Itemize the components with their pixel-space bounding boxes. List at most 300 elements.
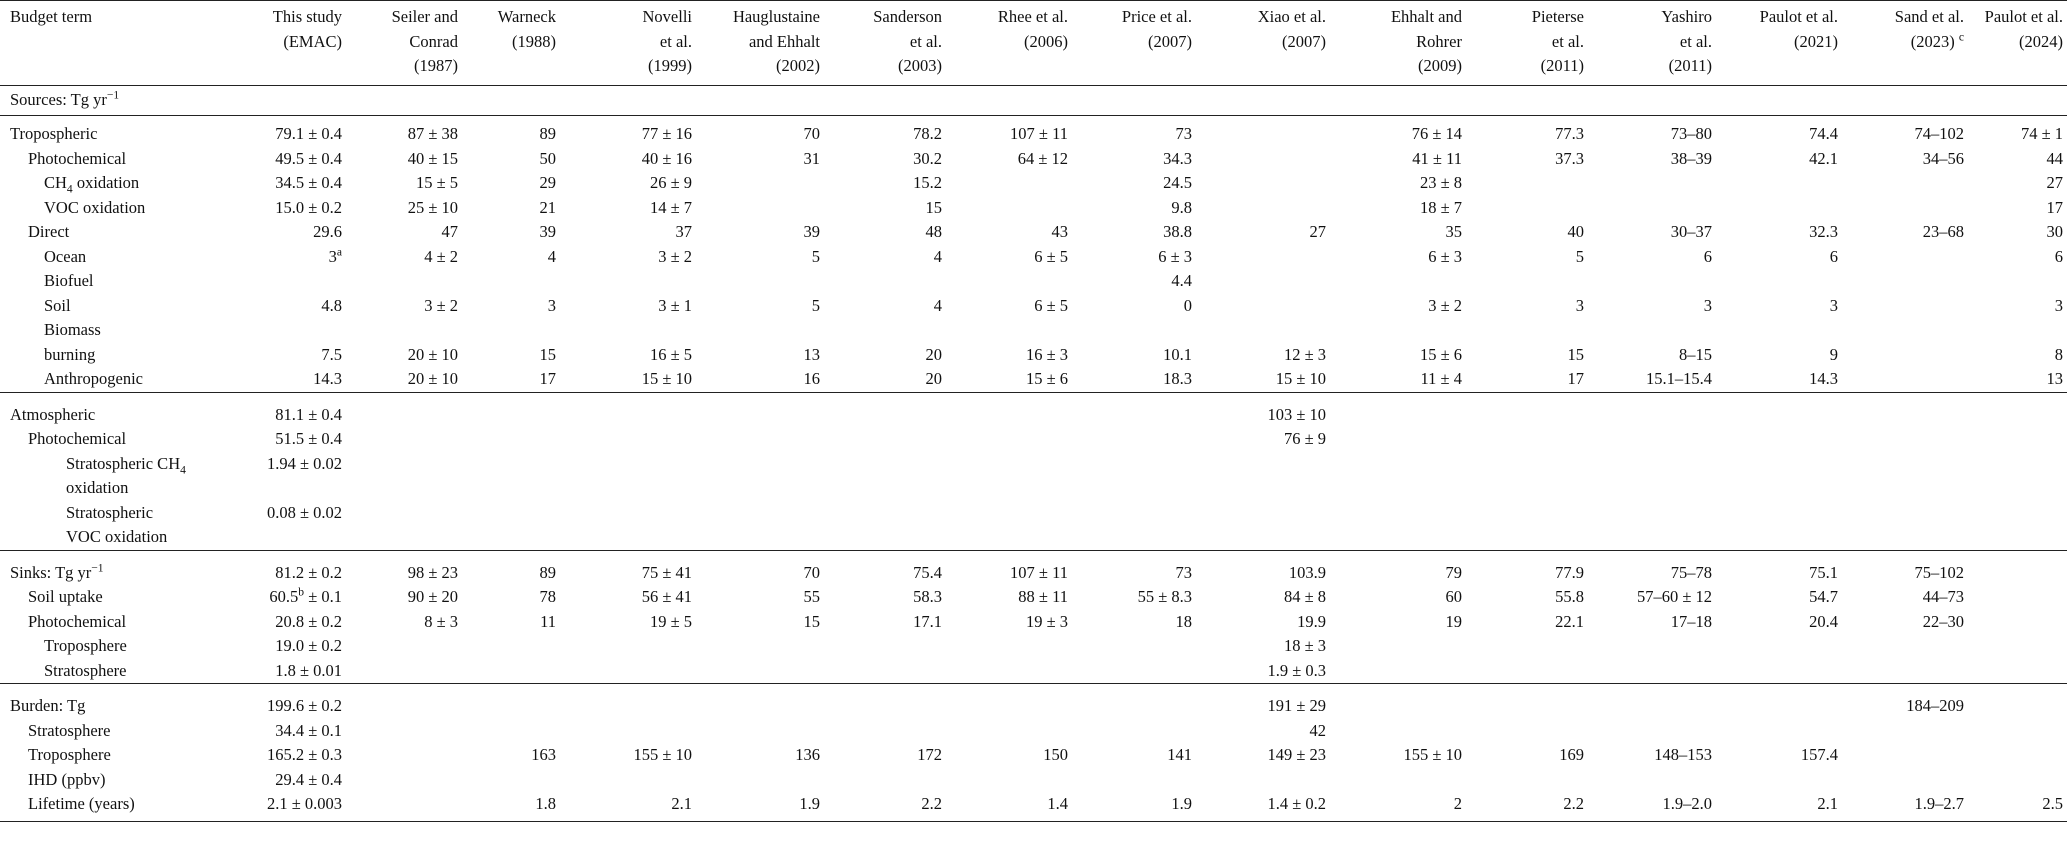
table-cell: 41 ± 11 (1412, 148, 1462, 168)
column-header-seiler (346, 1, 462, 86)
table-cell (160, 318, 346, 343)
table-row-troposphere-sink (0, 634, 2067, 659)
table-cell (1196, 171, 1330, 196)
table-cell: 2.2 (1466, 792, 1588, 821)
table-cell (1716, 719, 1842, 744)
table-cell: 17 (539, 369, 556, 388)
table-cell (1072, 501, 1196, 526)
table-cell (1588, 525, 1716, 550)
table-cell (1716, 171, 1842, 196)
table-cell (1842, 719, 1968, 744)
table-cell (1968, 318, 2067, 343)
row-label: Soil (44, 295, 71, 315)
table-cell: 184–209 (1842, 684, 1968, 719)
table-cell: 20.8 ± 0.2 (275, 611, 342, 631)
table-cell (560, 501, 696, 526)
column-header-line: Seiler and (391, 7, 458, 26)
table-cell (560, 634, 696, 659)
table-cell: 191 ± 29 (1196, 684, 1330, 719)
table-cell: 15 ± 6 (1025, 369, 1068, 388)
table-cell: 89 (462, 550, 560, 585)
table-cell: 70 (803, 124, 820, 143)
table-cell (1330, 768, 1466, 793)
table-cell (1842, 452, 1968, 477)
column-header-line: Conrad (409, 31, 458, 51)
row-label: Ocean (44, 246, 87, 266)
table-cell (696, 318, 824, 343)
table-cell: 16 ± 5 (649, 344, 692, 364)
table-cell: 49.5 ± 0.4 (275, 148, 342, 168)
table-cell (1330, 427, 1466, 452)
table-cell (1330, 269, 1466, 294)
table-cell (1466, 196, 1588, 221)
table-cell: 89 (539, 124, 556, 143)
table-cell (1968, 585, 2067, 610)
table-cell (346, 719, 462, 744)
table-cell (946, 634, 1072, 659)
column-header-line: Hauglustaine (732, 7, 820, 26)
table-cell: 48 (925, 222, 942, 241)
table-cell (1968, 550, 2067, 585)
table-cell: 42.1 (1809, 148, 1838, 168)
table-cell (696, 269, 824, 294)
row-label: Burden: Tg (0, 684, 160, 719)
table-cell: 4.4 (1171, 271, 1192, 290)
table-row-biomass (0, 318, 2067, 343)
table-cell: 44 (2046, 148, 2063, 168)
table-cell (946, 659, 1072, 684)
table-cell: 15 ± 10 (1275, 369, 1326, 388)
table-cell (346, 768, 462, 793)
table-cell: 1.9 ± 0.3 (1267, 660, 1326, 680)
table-cell: 64 ± 12 (1017, 148, 1068, 168)
table-cell: 163 (531, 745, 556, 764)
table-cell: 2.5 (1968, 792, 2067, 821)
table-cell (1716, 501, 1842, 526)
column-header-line: (2023) $^c$ (1910, 31, 1964, 51)
table-cell (1842, 294, 1968, 319)
table-cell (1072, 659, 1196, 684)
table-cell: 56 ± 41 (641, 587, 692, 606)
table-cell (946, 476, 1072, 501)
table-cell: 5 (1575, 246, 1584, 266)
table-cell: 1.94 ± 0.02 (266, 453, 342, 473)
table-cell: 19.9 (1297, 611, 1326, 631)
table-cell (696, 476, 824, 501)
table-cell: 5 (811, 246, 820, 266)
table-cell: 55 ± 8.3 (1137, 587, 1192, 606)
table-cell: 87 ± 38 (407, 124, 458, 143)
table-cell: 1.9–2.7 (1842, 792, 1968, 821)
table-cell: 90 ± 20 (407, 587, 458, 606)
column-header-pieterse (1466, 1, 1588, 86)
table-cell: 40 (1567, 222, 1584, 241)
column-header-line: This study (272, 7, 342, 26)
table-cell (560, 392, 696, 427)
sources-section-label: Sources: Tg $yr^{-1}$ (0, 85, 2067, 116)
table-row-troposphere-burden (0, 743, 2067, 768)
table-cell (560, 476, 696, 501)
table-cell: 11 (540, 611, 556, 631)
table-cell (346, 269, 462, 294)
table-cell: 75–102 (1842, 550, 1968, 585)
table-cell (696, 634, 824, 659)
table-cell (1196, 452, 1330, 477)
table-cell (1466, 171, 1588, 196)
table-cell (1716, 684, 1842, 719)
table-cell (1072, 392, 1196, 427)
table-cell: 29.6 (313, 222, 342, 241)
table-cell: 1.8 (462, 792, 560, 821)
table-cell: 57–60 ± 12 (1636, 587, 1712, 606)
table-cell: 10.1 (1163, 344, 1192, 364)
table-cell (1588, 427, 1716, 452)
table-cell: 17.1 (913, 611, 942, 631)
table-row-direct (0, 220, 2067, 245)
column-header-paulot21 (1716, 1, 1842, 86)
row-label: Stratospheric $CH_4$ (66, 453, 186, 476)
table-cell: 15 ± 5 (415, 173, 458, 192)
table-cell: 70 (696, 550, 824, 585)
table-cell: 43 (1051, 222, 1068, 241)
table-cell: 3 (1575, 295, 1584, 315)
row-label: burning (44, 344, 96, 364)
table-cell (1072, 525, 1196, 550)
table-cell (1842, 427, 1968, 452)
column-header-line: (2024) (2019, 31, 2063, 51)
table-cell (1968, 452, 2067, 477)
table-cell: 19 ± 3 (1025, 611, 1068, 631)
table-cell (1588, 719, 1716, 744)
column-header-line: Rhee et al. (997, 7, 1068, 26)
table-cell: 42 (1309, 720, 1326, 740)
table-cell (824, 318, 946, 343)
table-cell: 32.3 (1809, 222, 1838, 241)
table-cell (1716, 452, 1842, 477)
table-cell: 27 (1309, 222, 1326, 241)
table-cell (346, 684, 462, 719)
column-header-line: Budget term (10, 7, 93, 26)
table-cell (346, 476, 462, 501)
table-cell (1588, 634, 1716, 659)
column-header-line: et al. (909, 31, 942, 51)
table-cell: 6 ± 3 (1158, 246, 1192, 266)
table-cell: 81.2 ± 0.2 (160, 550, 346, 585)
table-row-lifetime (0, 792, 2067, 821)
table-cell (1968, 743, 2067, 768)
table-cell: 39 (803, 222, 820, 241)
table-cell (1842, 196, 1968, 221)
table-cell (1968, 392, 2067, 427)
table-cell (824, 719, 946, 744)
table-cell: 77 ± 16 (641, 124, 692, 143)
table-cell: 3 ± 2 (658, 246, 692, 266)
table-cell (1968, 610, 2067, 635)
table-cell: 1.9–2.0 (1588, 792, 1716, 821)
table-cell: 30 (2046, 222, 2063, 241)
table-cell: 23 ± 8 (1419, 173, 1462, 192)
column-header-term (0, 1, 160, 86)
table-cell: 17 (2046, 197, 2063, 217)
table-cell: 13 (2046, 369, 2063, 388)
table-cell (1466, 719, 1588, 744)
table-cell: 8 (2054, 344, 2063, 364)
column-header-sand (1842, 1, 1968, 86)
column-header-line: (1999) (648, 56, 692, 75)
table-cell: 17–18 (1670, 611, 1712, 631)
table-cell (346, 634, 462, 659)
column-header-xiao (1196, 1, 1330, 86)
table-cell (946, 269, 1072, 294)
column-header-price (1072, 1, 1196, 86)
table-cell (1466, 684, 1588, 719)
table-cell (462, 525, 560, 550)
table-cell (824, 269, 946, 294)
table-cell (946, 684, 1072, 719)
table-cell (1466, 634, 1588, 659)
table-cell (1716, 634, 1842, 659)
table-row-soil-uptake (0, 585, 2067, 610)
table-cell (560, 318, 696, 343)
row-label: Lifetime (years) (0, 792, 160, 821)
table-cell: 13 (803, 344, 820, 364)
table-cell: 27 (2046, 173, 2063, 192)
table-cell: 14.3 (1809, 369, 1838, 388)
table-cell (346, 392, 462, 427)
table-cell (1588, 768, 1716, 793)
table-row-biofuel (0, 269, 2067, 294)
table-cell: 8 ± 3 (424, 611, 458, 631)
table-cell (824, 427, 946, 452)
table-cell: 44–73 (1922, 587, 1964, 606)
row-label: Troposphere (28, 745, 111, 764)
table-cell: 9.8 (1171, 197, 1192, 217)
table-cell: 60.5$^b$ ± 0.1 (269, 586, 342, 606)
table-cell: 75.1 (1716, 550, 1842, 585)
table-cell (696, 719, 824, 744)
table-cell: 2.1 (560, 792, 696, 821)
table-cell: 5 (811, 295, 820, 315)
table-cell (1588, 269, 1716, 294)
table-cell (1716, 269, 1842, 294)
column-header-line: Xiao et al. (1257, 7, 1326, 26)
column-header-line: Paulot et al. (1759, 7, 1838, 26)
table-cell: 35 (1445, 222, 1462, 241)
column-header-line: Sand et al. (1894, 7, 1964, 26)
table-cell (1842, 768, 1968, 793)
column-header-warneck (462, 1, 560, 86)
table-cell (462, 452, 560, 477)
column-header-line: Novelli (642, 7, 692, 26)
table-cell: 15 ± 10 (641, 369, 692, 388)
table-cell: 8–15 (1679, 344, 1712, 364)
row-label: Troposphere (44, 636, 127, 655)
table-cell: 76 ± 9 (1283, 429, 1326, 448)
row-label: Stratosphere (44, 660, 127, 680)
table-cell: 47 (441, 222, 458, 241)
table-row-stratosphere-sink (0, 659, 2067, 684)
table-cell: 6 (1703, 246, 1712, 266)
column-header-line: (2021) (1794, 31, 1838, 51)
table-cell: 165.2 ± 0.3 (266, 745, 342, 764)
table-cell (462, 634, 560, 659)
table-cell (1842, 171, 1968, 196)
table-cell: 50 (539, 148, 556, 168)
table-cell: 3 (1703, 295, 1712, 315)
column-header-line: Rohrer (1416, 31, 1462, 51)
table-cell (1330, 634, 1466, 659)
column-header-yashiro (1588, 1, 1716, 86)
column-header-line: (1987) (414, 56, 458, 75)
table-cell: 19 (1445, 611, 1462, 631)
row-label: Tropospheric (10, 124, 98, 143)
table-cell: 0 (1183, 295, 1192, 315)
table-cell: 25 ± 10 (407, 197, 458, 217)
table-cell: 98 ± 23 (346, 550, 462, 585)
table-cell (946, 501, 1072, 526)
table-cell (1466, 768, 1588, 793)
table-row-strat-ch4 (0, 452, 2067, 477)
table-cell (1968, 719, 2067, 744)
table-cell (1466, 427, 1588, 452)
table-cell: 20 ± 10 (407, 369, 458, 388)
table-cell: 1.4 ± 0.2 (1196, 792, 1330, 821)
table-cell (1072, 427, 1196, 452)
table-cell (1968, 659, 2067, 684)
table-cell (946, 196, 1072, 221)
table-cell (1196, 294, 1330, 319)
table-row-tropospheric (0, 116, 2067, 147)
table-cell (560, 684, 696, 719)
table-row-burden (0, 684, 2067, 719)
table-row-strat-ch4-b (0, 476, 2067, 501)
table-cell: 15 (1567, 344, 1584, 364)
table-cell: 18 (1175, 611, 1192, 631)
table-cell (696, 427, 824, 452)
table-cell (462, 768, 560, 793)
table-cell: 37 (675, 222, 692, 241)
table-cell: 3 ± 2 (1428, 295, 1462, 315)
table-cell (1196, 116, 1330, 147)
table-cell (1842, 743, 1968, 768)
table-cell (946, 525, 1072, 550)
table-cell (946, 768, 1072, 793)
table-cell: 55 (803, 587, 820, 606)
table-cell (1072, 719, 1196, 744)
table-cell: 15 (539, 344, 556, 364)
table-cell (1968, 684, 2067, 719)
table-cell (1072, 634, 1196, 659)
column-header-line: Sanderson (873, 7, 942, 26)
table-cell (824, 684, 946, 719)
table-cell (824, 525, 946, 550)
table-cell (1842, 245, 1968, 270)
table-cell: 6 (2054, 246, 2063, 266)
table-cell: 4 (933, 295, 942, 315)
table-cell: 149 ± 23 (1267, 745, 1326, 764)
table-cell (462, 684, 560, 719)
table-cell (1466, 318, 1588, 343)
column-header-line: Yashiro (1661, 7, 1712, 26)
table-cell: 103 ± 10 (1196, 392, 1330, 427)
table-cell: 103.9 (1196, 550, 1330, 585)
column-header-line: (2002) (776, 56, 820, 75)
table-cell (1330, 501, 1466, 526)
table-cell: 81.1 ± 0.4 (160, 392, 346, 427)
column-header-line: (2006) (1024, 31, 1068, 51)
table-cell (1466, 452, 1588, 477)
table-cell: 157.4 (1800, 745, 1838, 764)
table-cell (1842, 501, 1968, 526)
table-cell (346, 743, 462, 768)
table-cell (1196, 476, 1330, 501)
table-cell: 77.3 (1555, 124, 1584, 143)
table-cell: 37.3 (1555, 148, 1584, 168)
table-row-sinks (0, 550, 2067, 585)
table-cell: 75 ± 41 (560, 550, 696, 585)
table-row-strat-voc (0, 501, 2067, 526)
column-header-line: Paulot et al. (1984, 7, 2063, 26)
table-cell: 16 ± 3 (1025, 344, 1068, 364)
table-cell (1716, 392, 1842, 427)
table-cell (1716, 659, 1842, 684)
table-cell: 4 (933, 246, 942, 266)
row-label: VOC oxidation (66, 527, 168, 546)
table-cell (346, 427, 462, 452)
table-cell (462, 719, 560, 744)
table-cell: 30–37 (1670, 222, 1712, 241)
table-cell: 15.2 (913, 173, 942, 192)
table-cell: 79 (1330, 550, 1466, 585)
row-label: Stratosphere (28, 720, 111, 740)
sources-section-row (0, 85, 2067, 116)
table-cell (462, 269, 560, 294)
table-cell: 58.3 (913, 587, 942, 606)
table-cell: 9 (1829, 344, 1838, 364)
table-cell: 20 (925, 369, 942, 388)
row-label: Biofuel (44, 271, 94, 290)
table-cell (1716, 476, 1842, 501)
table-cell (1842, 392, 1968, 427)
table-cell (946, 392, 1072, 427)
table-cell: 0.08 ± 0.02 (266, 502, 342, 522)
table-cell: 20.4 (1809, 611, 1838, 631)
column-header-novelli (560, 1, 696, 86)
table-cell: 150 (1043, 745, 1068, 764)
table-cell: 1.4 (946, 792, 1072, 821)
table-cell (1716, 196, 1842, 221)
table-cell (696, 171, 824, 196)
table-cell: 107 ± 11 (946, 550, 1072, 585)
table-cell (1842, 367, 1968, 392)
table-cell (1196, 269, 1330, 294)
column-header-rhee (946, 1, 1072, 86)
column-header-sanderson (824, 1, 946, 86)
table-cell: 29.4 ± 0.4 (275, 769, 342, 789)
column-header-line: et al. (1551, 31, 1584, 51)
table-row-ch4-oxidation (0, 171, 2067, 196)
row-label: Biomass (44, 320, 101, 339)
column-header-line: Price et al. (1121, 7, 1192, 26)
column-header-line: et al. (1679, 31, 1712, 51)
table-cell (1466, 525, 1588, 550)
table-cell (560, 427, 696, 452)
table-cell (560, 719, 696, 744)
table-cell: 14.3 (313, 369, 342, 388)
table-cell: 75.4 (824, 550, 946, 585)
table-row-atmospheric (0, 392, 2067, 427)
table-cell: 1.9 (1072, 792, 1196, 821)
